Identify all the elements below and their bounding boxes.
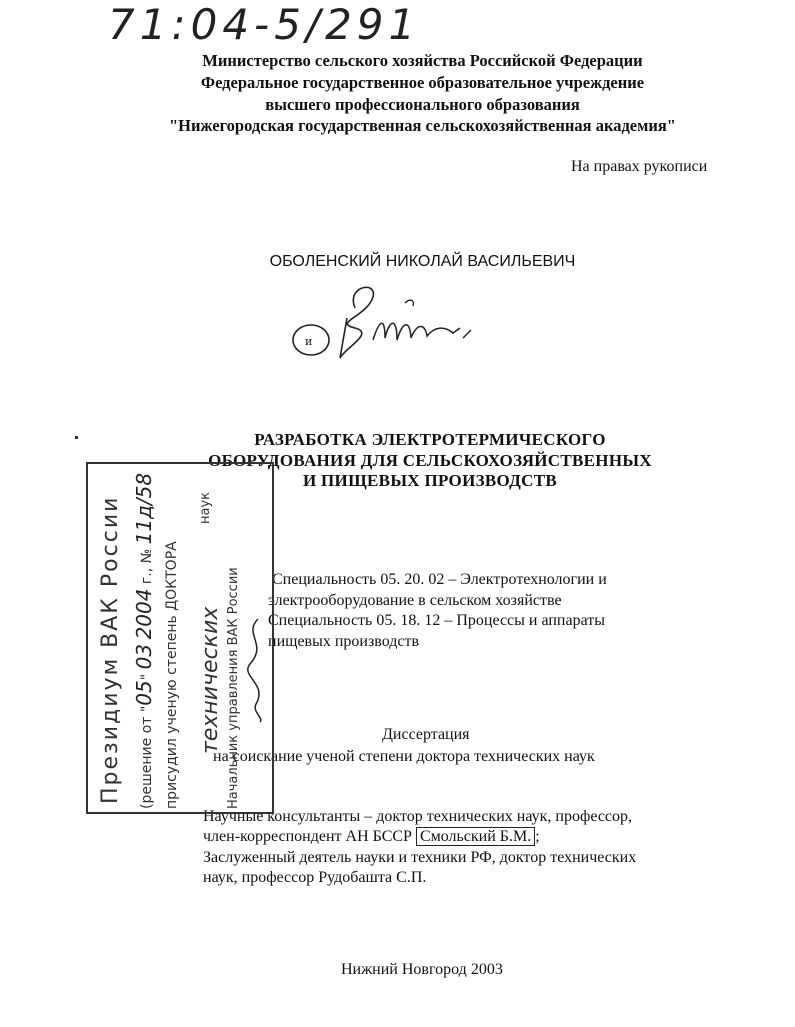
title-line-3: И ПИЩЕВЫХ ПРОИЗВОДСТВ: [302, 471, 558, 490]
stamp-line-2-mid: ": [139, 673, 155, 681]
stamp-handwritten-technical: технических: [198, 606, 223, 754]
stamp-line-4-tail: наук: [198, 491, 213, 524]
stamp-day: 05: [132, 680, 156, 706]
title-line-1: РАЗРАБОТКА ЭЛЕКТРОТЕРМИЧЕСКОГО: [254, 430, 606, 449]
specialty-line-2: электрооборудование в сельском хозяйстве: [268, 592, 562, 609]
consultant-name-boxed: Смольский Б.М.: [416, 827, 535, 846]
stamp-year: 2004: [132, 588, 156, 640]
consultants-line-2-prefix: член-корреспондент АН БССР: [203, 828, 412, 845]
handwritten-archive-code: 71:04-5/291: [108, 0, 421, 49]
org-line-1: Министерство сельского хозяйства Российской Федерации: [202, 51, 643, 70]
consultants-line-1: Научные консультанты – доктор технических наук, профессор,: [203, 808, 633, 825]
stamp-line-2: [132, 473, 156, 809]
specialty-line-4: пищевых производств: [268, 633, 420, 650]
org-line-4: "Нижегородская государственная сельскохозяйственная академия": [169, 116, 676, 135]
org-line-2: Федеральное государственное образовательное учреждение: [200, 73, 645, 92]
svg-text:и: и: [305, 335, 313, 348]
dissertation-purpose: на соискание ученой степени доктора технических наук: [213, 748, 595, 765]
stamp-line-2-rest: г., №: [139, 548, 155, 589]
dissertation-label: Диссертация: [382, 726, 470, 743]
stamp-line-1: Президиум ВАК России: [98, 495, 123, 804]
stamp-signature-icon: [238, 614, 274, 724]
specialty-line-1: Специальность 05. 20. 02 – Электротехнологии и: [272, 571, 607, 588]
specialty-line-3: Специальность 05. 18. 12 – Процессы и аппараты: [268, 612, 606, 629]
consultants-line-4: наук, профессор Рудобашта С.П.: [203, 869, 427, 886]
stamp-line-3: [164, 541, 180, 809]
signature-icon: [285, 278, 485, 368]
consultants-line-2: [203, 826, 540, 848]
title-line-2: ОБОРУДОВАНИЯ ДЛЯ СЕЛЬСКОХОЗЯЙСТВЕННЫХ: [208, 451, 652, 470]
author-name: ОБОЛЕНСКИЙ НИКОЛАЙ ВАСИЛЬЕВИЧ: [269, 253, 576, 270]
manuscript-note: На правах рукописи: [571, 158, 708, 175]
stamp-number: 11д/58: [132, 472, 156, 545]
stamp-month: 03: [132, 643, 156, 670]
org-line-3: высшего профессионального образования: [265, 95, 580, 114]
stamp-line-4: Начальник управления ВАК России: [226, 567, 241, 809]
stamp-line-3-text: присудил ученую степень ДОКТОРА: [164, 541, 180, 809]
consultants-line-2-suffix: ;: [535, 828, 540, 845]
footer-city-year: Нижний Новгород 2003: [341, 961, 503, 978]
scan-mark: [75, 436, 78, 439]
vak-stamp: [86, 462, 274, 814]
stamp-line-2-prefix: (решение от ": [139, 705, 155, 809]
consultants-line-3: Заслуженный деятель науки и техники РФ, доктор технических: [203, 849, 637, 866]
